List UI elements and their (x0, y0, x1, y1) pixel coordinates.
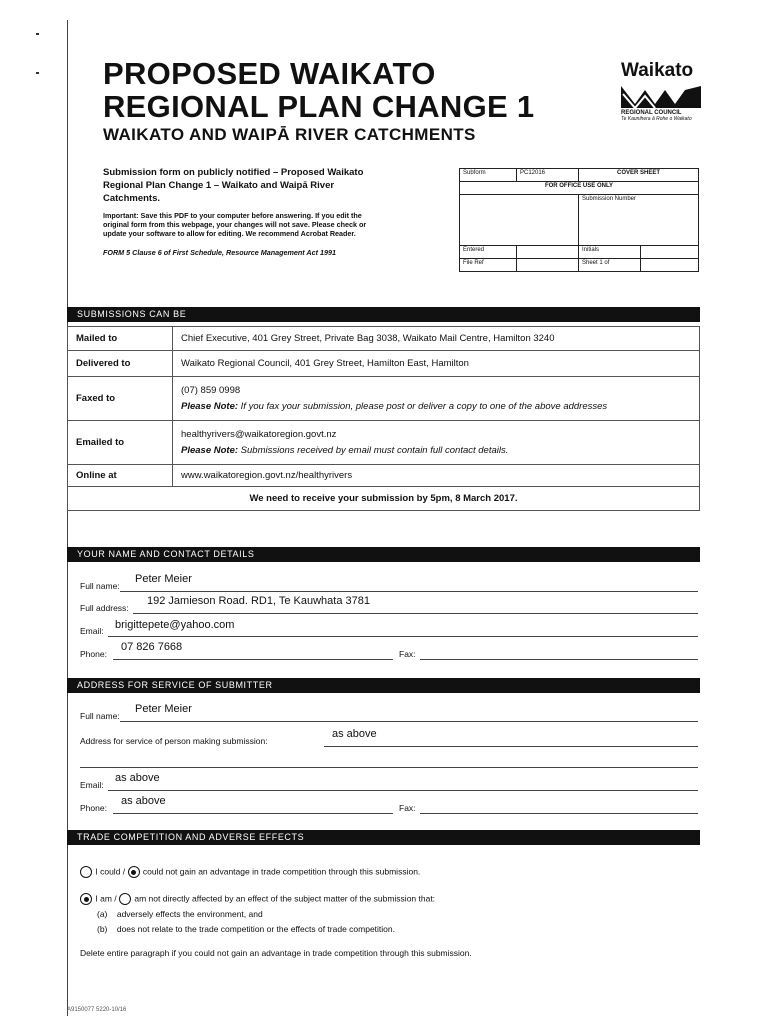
fax-note-label: Please Note: (181, 401, 239, 412)
radio-i-am-label: I am / (95, 893, 117, 904)
service-phone-underline (113, 813, 393, 814)
full-name-label: Full name: (80, 581, 120, 591)
faxed-label: Faxed to (68, 377, 173, 421)
entered-value (517, 246, 579, 259)
online-label: Online at (68, 465, 173, 487)
logo-wordmark: Waikato (621, 60, 694, 81)
service-address-label: Address for service of person making submission: (80, 736, 268, 746)
service-fax-field[interactable] (420, 813, 698, 814)
mailed-label: Mailed to (68, 327, 173, 351)
phone-underline (113, 659, 393, 660)
service-email-underline (108, 790, 698, 791)
service-phone-label: Phone: (80, 803, 107, 813)
entered-label: Entered (460, 246, 517, 259)
initials-label: Initials (579, 246, 641, 259)
intro-important: Important: Save this PDF to your computer before answering. If you edit the original form from this webpage, your changes will not save. Please check or update your software to allow for editing. We recommend Acrobat Reader. (103, 211, 367, 238)
service-name-underline (120, 721, 698, 722)
sheet-value (641, 259, 699, 272)
email-label: Email: (80, 626, 104, 636)
service-address-field[interactable]: as above (332, 728, 377, 740)
full-address-label: Full address: (80, 603, 129, 613)
delivered-value: Waikato Regional Council, 401 Grey Street, Hamilton East, Hamilton (173, 351, 700, 377)
logo-tagline: Te Kaunihera ā Rohe o Waikato (621, 116, 692, 122)
fax-number: (07) 859 0998 (181, 385, 241, 396)
item-a-label: (a) (97, 909, 108, 919)
phone-label: Phone: (80, 649, 107, 659)
item-a-text: adversely effects the environment, and (116, 909, 263, 919)
radio-could[interactable] (80, 866, 92, 878)
full-name-field[interactable]: Peter Meier (135, 573, 192, 585)
scan-mark (36, 72, 39, 74)
submission-methods-table (67, 326, 700, 511)
radio-could-not-label: could not gain an advantage in trade competition through this submission. (142, 866, 421, 877)
email-address-link[interactable]: healthyrivers@waikatoregion.govt.nz (181, 429, 337, 440)
page-subtitle: WAIKATO AND WAIPĀ RIVER CATCHMENTS (103, 125, 476, 144)
email-note-label: Please Note: (181, 445, 239, 456)
logo-council-name: REGIONAL COUNCIL (621, 110, 682, 116)
section-bar-submissions: SUBMISSIONS CAN BE (67, 307, 700, 322)
service-address-underline (324, 746, 698, 747)
subform-label: Subform (460, 169, 517, 182)
delete-paragraph-note: Delete entire paragraph if you could not gain an advantage in trade competition through this submission. (80, 948, 472, 958)
service-address-line-2[interactable] (80, 767, 698, 768)
service-phone-field[interactable]: as above (121, 795, 166, 807)
service-fax-label: Fax: (399, 803, 416, 813)
email-underline (108, 636, 698, 637)
fax-note (181, 401, 691, 412)
intro-heading: Submission form on publicly notified – Proposed Waikato Regional Plan Change 1 – Waikato and Waipā River Catchments. (103, 167, 364, 204)
service-name-field[interactable]: Peter Meier (135, 703, 192, 715)
online-link[interactable]: www.waikatoregion.govt.nz/healthyrivers (173, 465, 700, 487)
radio-am-not[interactable] (119, 893, 131, 905)
deadline-note: We need to receive your submission by 5pm, 8 March 2017. (68, 487, 700, 511)
section-bar-service: ADDRESS FOR SERVICE OF SUBMITTER (67, 678, 700, 693)
scan-mark (36, 33, 39, 35)
office-use-label: FOR OFFICE USE ONLY (460, 182, 699, 195)
full-address-underline (133, 613, 698, 614)
title-line-2: REGIONAL PLAN CHANGE 1 (103, 89, 535, 124)
emailed-label: Emailed to (68, 421, 173, 465)
section-bar-trade: TRADE COMPETITION AND ADVERSE EFFECTS (67, 830, 700, 845)
logo-subtitle (621, 110, 711, 122)
title-line-1: PROPOSED WAIKATO (103, 56, 436, 91)
radio-am-not-label: am not directly affected by an effect of the subject matter of the submission that: (134, 893, 436, 904)
office-blank-cell (460, 195, 579, 246)
radio-could-not[interactable] (128, 866, 140, 878)
full-name-underline (120, 591, 698, 592)
subform-code: PC12016 (517, 169, 579, 182)
fax-label: Fax: (399, 649, 416, 659)
page-title (103, 57, 534, 123)
form-reference: FORM 5 Clause 6 of First Schedule, Resource Management Act 1991 (103, 248, 336, 257)
cover-sheet-label: COVER SHEET (579, 169, 699, 182)
radio-could-label: I could / (95, 866, 126, 877)
radio-i-am[interactable] (80, 893, 92, 905)
service-email-label: Email: (80, 780, 104, 790)
item-b-text: does not relate to the trade competition or the effects of trade competition. (116, 924, 395, 934)
fax-field[interactable] (420, 659, 698, 660)
footer-document-code: A9150077 5220-10/16 (67, 1007, 127, 1013)
faxed-cell (173, 377, 700, 421)
mailed-value: Chief Executive, 401 Grey Street, Private Bag 3038, Waikato Mail Centre, Hamilton 3240 (173, 327, 700, 351)
trade-item-a (97, 909, 263, 919)
sheet-label: Sheet 1 of (579, 259, 641, 272)
section-bar-contact: YOUR NAME AND CONTACT DETAILS (67, 547, 700, 562)
trade-affected-line (80, 893, 435, 905)
service-name-label: Full name: (80, 711, 120, 721)
item-b-label: (b) (97, 924, 108, 934)
trade-item-b (97, 924, 395, 934)
fax-note-text: If you fax your submission, please post or deliver a copy to one of the above addresses (240, 401, 608, 412)
submission-number-label: Submission Number (579, 195, 699, 246)
initials-value (641, 246, 699, 259)
file-ref-value (517, 259, 579, 272)
phone-field[interactable]: 07 826 7668 (121, 641, 183, 653)
trade-advantage-line (80, 866, 420, 878)
delivered-label: Delivered to (68, 351, 173, 377)
email-note (181, 445, 691, 456)
page-margin-line (67, 20, 68, 1016)
email-note-text: Submissions received by email must contain full contact details. (240, 445, 509, 456)
file-ref-label: File Ref (460, 259, 517, 272)
full-address-field[interactable]: 192 Jamieson Road. RD1, Te Kauwhata 3781 (147, 595, 370, 607)
intro-block (103, 166, 373, 257)
waikato-logo-icon (621, 84, 701, 108)
office-use-table (459, 168, 699, 272)
service-email-field[interactable]: as above (115, 772, 160, 784)
emailed-cell (173, 421, 700, 465)
email-field[interactable]: brigittepete@yahoo.com (115, 619, 235, 631)
